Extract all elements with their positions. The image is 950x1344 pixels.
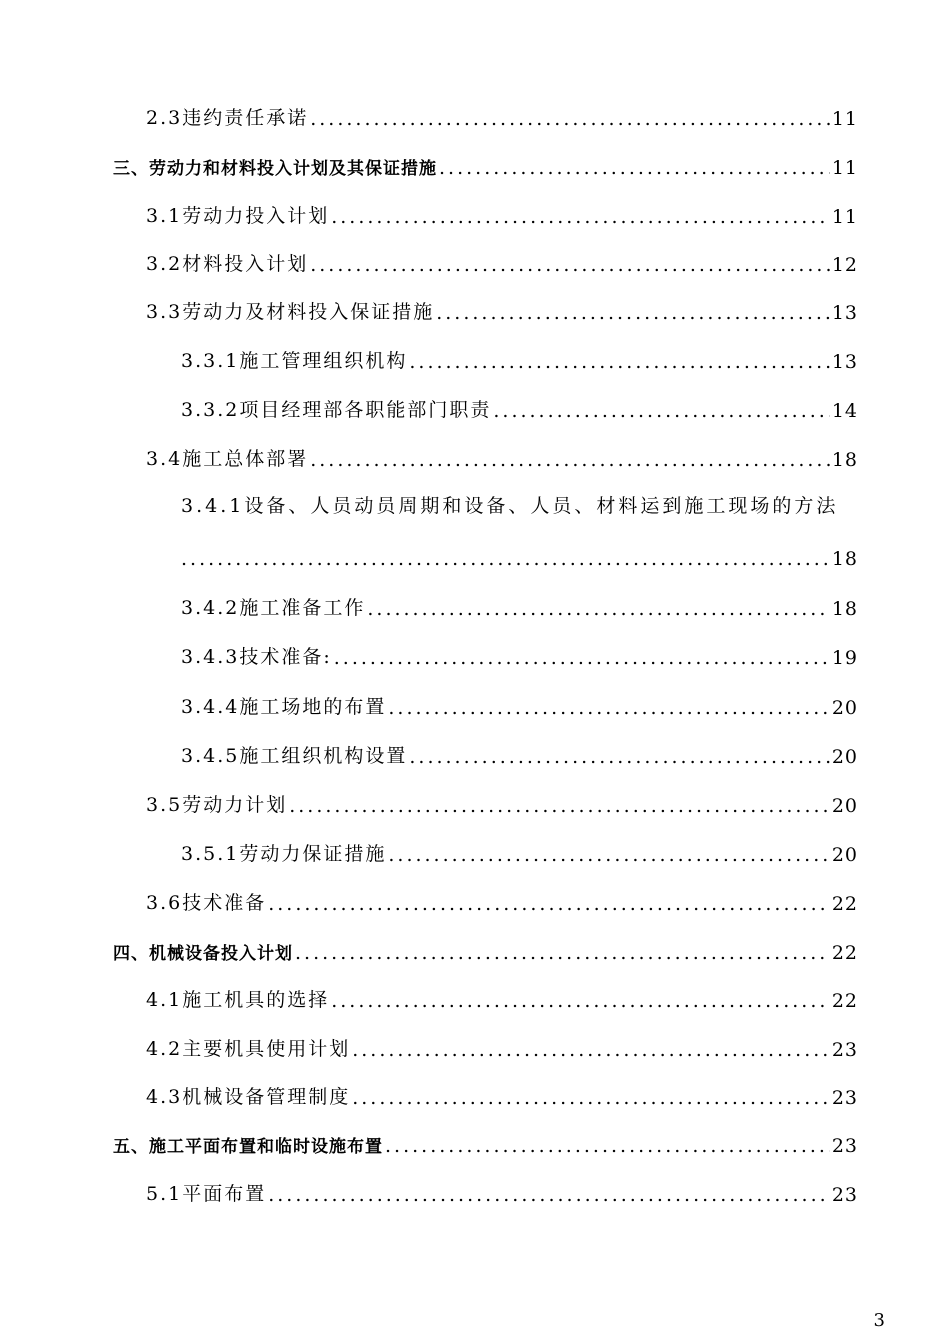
toc-entry-title: 3.2材料投入计划 [146,253,309,275]
toc-entry-page: 20 [831,795,858,817]
toc-entry-page: 18 [831,548,858,570]
toc-entry-title: 4.1施工机具的选择 [146,989,330,1011]
toc-entry[interactable] [146,1031,858,1061]
dot-leader [295,942,830,964]
dot-leader [268,893,830,915]
toc-entry[interactable] [146,1079,858,1109]
toc-entry-page: 11 [831,108,858,130]
dot-leader [409,351,829,373]
toc-entry-page: 11 [831,206,858,228]
toc-entry-page: 22 [831,893,858,915]
toc-entry-title: 3.5.1劳动力保证措施 [181,843,387,865]
toc-entry-page: 22 [831,942,858,964]
toc-entry-title: 3.3.1施工管理组织机构 [181,350,408,372]
toc-entry-title: 3.4施工总体部署 [146,448,309,470]
toc-entry-page: 18 [831,598,858,620]
toc-entry[interactable] [146,787,858,817]
toc-entry-title: 3.5劳动力计划 [146,794,288,816]
toc-entry-title: 四、机械设备投入计划 [113,944,293,964]
dot-leader [352,1039,830,1061]
toc-entry[interactable] [181,590,858,620]
dot-leader [388,844,829,866]
toc-entry[interactable] [146,198,858,228]
toc-entry-title: 3.1劳动力投入计划 [146,205,330,227]
dot-leader [367,598,829,620]
toc-entry-title: 3.4.5施工组织机构设置 [181,745,408,767]
dot-leader [331,990,830,1012]
toc-entry[interactable] [146,441,858,471]
toc-entry-title: 3.4.2施工准备工作 [181,597,366,619]
toc-entry-page: 20 [831,746,858,768]
toc-entry-page: 18 [831,449,858,471]
toc-entry-title: 4.3机械设备管理制度 [146,1086,351,1108]
toc-entry-title-wrapped[interactable]: 3.4.1设备、人员动员周期和设备、人员、材料运到施工现场的方法 [181,495,839,517]
toc-entry-title: 3.4.3技术准备: [181,646,332,668]
toc-entry[interactable] [146,1176,858,1206]
toc-entry[interactable] [181,343,858,373]
dot-leader [385,1135,830,1157]
dot-leader [388,697,829,719]
dot-leader [181,548,830,570]
toc-entry-title: 5.1平面布置 [146,1183,267,1205]
dot-leader [409,746,829,768]
toc-entry-page: 14 [831,400,858,422]
toc-entry-page: 13 [831,351,858,373]
toc-entry-title: 3.3.2项目经理部各职能部门职责 [181,399,492,421]
toc-entry-page: 12 [831,254,858,276]
dot-leader [310,108,830,130]
toc-entry[interactable] [181,738,858,768]
toc-entry-page: 13 [831,302,858,324]
toc-entry-title: 4.2主要机具使用计划 [146,1038,351,1060]
toc-entry[interactable] [146,100,858,130]
dot-leader [436,302,830,324]
dot-leader [310,254,830,276]
toc-entry-page: 19 [831,647,858,669]
toc-entry-page: 23 [831,1135,858,1157]
toc-entry[interactable] [181,689,858,719]
dot-leader [310,449,830,471]
dot-leader [331,206,830,228]
toc-entry-title: 3.4.4施工场地的布置 [181,696,387,718]
page-number: 3 [873,1310,885,1331]
toc-entry[interactable] [146,246,858,276]
toc-entry[interactable] [146,885,858,915]
dot-leader [352,1087,830,1109]
toc-entry[interactable] [181,392,858,422]
toc-entry-page: 20 [831,697,858,719]
toc-entry-page: 23 [831,1039,858,1061]
dot-leader [493,400,829,422]
toc-entry-title: 三、劳动力和材料投入计划及其保证措施 [113,159,437,179]
toc-entry[interactable] [181,836,858,866]
toc-entry-title: 五、施工平面布置和临时设施布置 [113,1137,383,1157]
toc-entry-page: 22 [831,990,858,1012]
toc-chapter-entry[interactable] [113,1127,858,1157]
toc-entry[interactable] [146,294,858,324]
toc-entry-page: 23 [831,1184,858,1206]
dot-leader [268,1184,830,1206]
toc-entry-title: 2.3违约责任承诺 [146,107,309,129]
toc-entry-page: 11 [831,157,858,179]
toc-entry-continuation[interactable] [181,540,858,570]
toc-chapter-entry[interactable] [113,149,858,179]
toc-entry[interactable] [146,982,858,1012]
toc-entry-title: 3.6技术准备 [146,892,267,914]
toc-entry-page: 20 [831,844,858,866]
dot-leader [289,795,830,817]
dot-leader [439,157,830,179]
dot-leader [334,647,830,669]
toc-entry-title: 3.3劳动力及材料投入保证措施 [146,301,435,323]
toc-entry-page: 23 [831,1087,858,1109]
toc-chapter-entry[interactable] [113,934,858,964]
toc-entry[interactable] [181,639,858,669]
